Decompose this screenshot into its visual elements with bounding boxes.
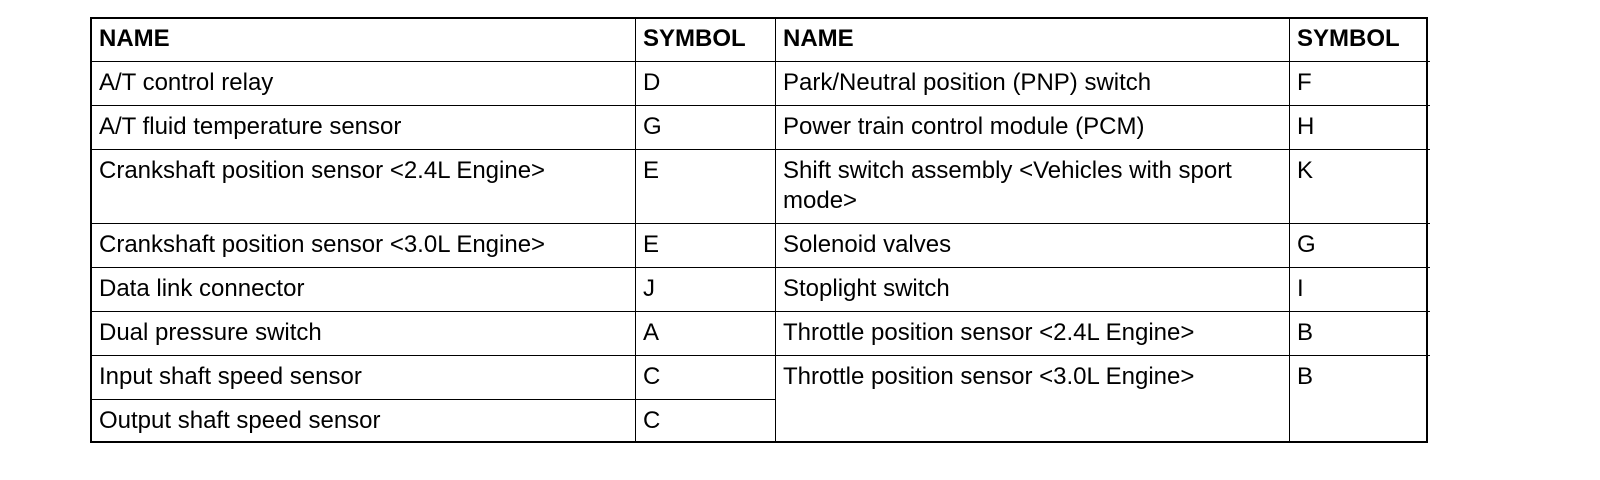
table-cell-name: A/T fluid temperature sensor — [92, 106, 636, 150]
table-cell-name: Throttle position sensor <3.0L Engine> — [776, 356, 1290, 441]
table-cell-name: Input shaft speed sensor — [92, 356, 636, 400]
component-symbol-table — [90, 17, 1428, 443]
table-cell-name: Shift switch assembly <Vehicles with sport mode> — [776, 150, 1290, 224]
table-cell-symbol: E — [636, 150, 776, 224]
table-cell-name: A/T control relay — [92, 62, 636, 106]
table-cell-symbol: K — [1290, 150, 1430, 224]
table-cell-name: Solenoid valves — [776, 224, 1290, 268]
table-cell-symbol: B — [1290, 312, 1430, 356]
table-cell-name: Power train control module (PCM) — [776, 106, 1290, 150]
table-cell-symbol: G — [636, 106, 776, 150]
table-cell-name: Stoplight switch — [776, 268, 1290, 312]
header-name-right: NAME — [776, 19, 1290, 62]
header-name-left: NAME — [92, 19, 636, 62]
table-cell-name: Dual pressure switch — [92, 312, 636, 356]
table-cell-symbol: E — [636, 224, 776, 268]
table-cell-symbol: B — [1297, 363, 1314, 390]
table-cell-name: Crankshaft position sensor <3.0L Engine> — [92, 224, 636, 268]
table-cell-name: Data link connector — [92, 268, 636, 312]
table-cell-symbol: G — [1290, 224, 1430, 268]
table-cell-symbol: F — [1290, 62, 1430, 106]
table-cell-name: Park/Neutral position (PNP) switch — [776, 62, 1290, 106]
table-cell-name: Output shaft speed sensor — [92, 400, 636, 441]
table-cell-symbol: H — [1290, 106, 1430, 150]
table-cell-symbol: A — [636, 312, 776, 356]
header-symbol-left: SYMBOL — [636, 19, 776, 62]
table-cell-symbol: J — [636, 268, 776, 312]
table-cell-symbol: D — [636, 62, 776, 106]
table-cell-symbol: I — [1290, 268, 1430, 312]
table-cell-name: Crankshaft position sensor <2.4L Engine> — [92, 150, 636, 224]
table-cell-name: Throttle position sensor <2.4L Engine> — [776, 312, 1290, 356]
table-cell-symbol: C — [636, 400, 776, 441]
table-cell-symbol: C — [636, 356, 776, 400]
header-symbol-right: SYMBOL — [1290, 19, 1430, 62]
